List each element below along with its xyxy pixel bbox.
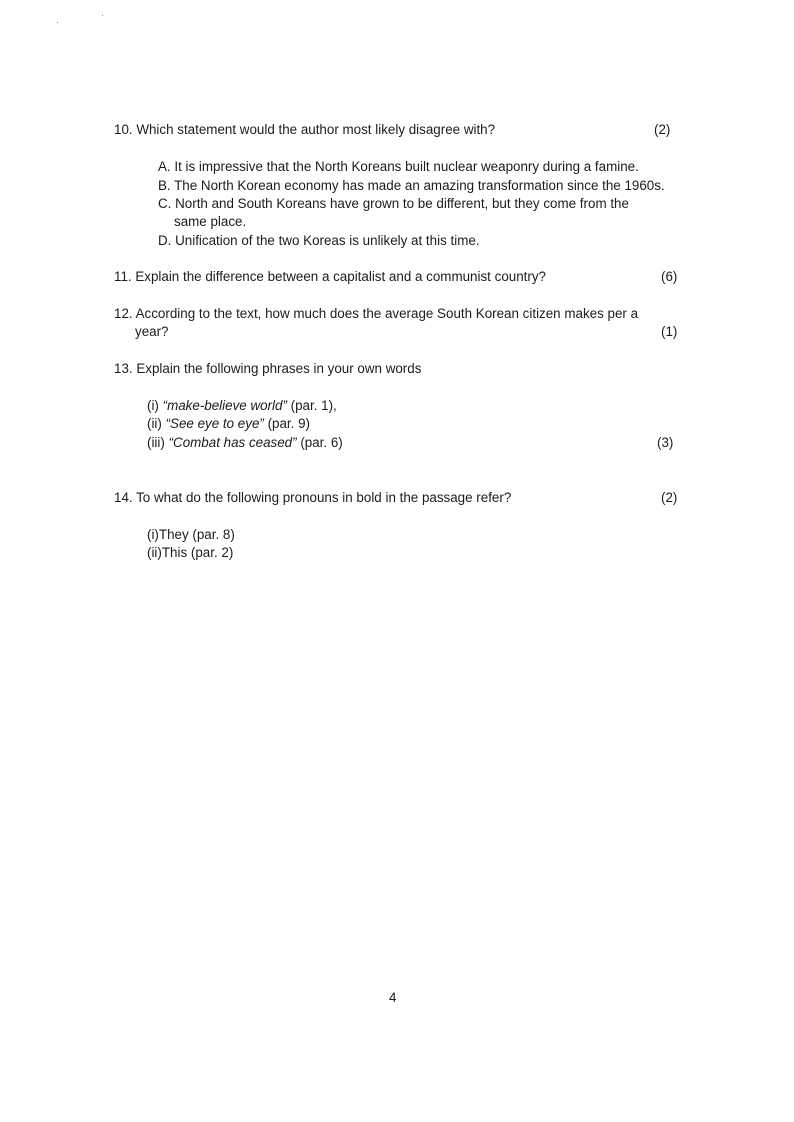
question-10-marks: (2) — [654, 122, 671, 137]
question-12-marks: (1) — [661, 324, 678, 339]
item-phrase: “See eye to eye” — [165, 416, 264, 431]
question-14-item-ii: (ii)This (par. 2) — [147, 545, 234, 560]
item-reference: (par. 6) — [296, 435, 343, 450]
item-prefix: (i) — [147, 398, 163, 413]
scan-speck — [57, 22, 58, 23]
question-12-text: 12. According to the text, how much does the average South Korean citizen makes per a — [114, 306, 639, 321]
question-13-item-iii — [147, 434, 343, 452]
question-10-option-c-continued: same place. — [174, 214, 247, 229]
question-13-item-i — [147, 397, 337, 415]
question-10-option-b: B. The North Korean economy has made an amazing transformation since the 1960s. — [158, 178, 665, 193]
question-14-text: 14. To what do the following pronouns in bold in the passage refer? — [114, 490, 512, 505]
question-10-text: 10. Which statement would the author most likely disagree with? — [114, 122, 496, 137]
question-11-text: 11. Explain the difference between a capitalist and a communist country? — [114, 269, 546, 284]
item-reference: (par. 1), — [286, 398, 337, 413]
question-10-option-c: C. North and South Koreans have grown to be different, but they come from the — [158, 196, 629, 211]
question-10-option-a: A. It is impressive that the North Koreans built nuclear weaponry during a famine. — [158, 159, 639, 174]
question-11-marks: (6) — [661, 269, 678, 284]
question-14-item-i: (i)They (par. 8) — [147, 527, 235, 542]
question-13-text: 13. Explain the following phrases in your own words — [114, 361, 422, 376]
question-10-option-d: D. Unification of the two Koreas is unlikely at this time. — [158, 233, 480, 248]
question-13-item-ii — [147, 415, 310, 433]
item-prefix: (iii) — [147, 435, 169, 450]
scan-speck — [102, 15, 103, 16]
item-prefix: (ii) — [147, 416, 166, 431]
question-14-marks: (2) — [661, 490, 678, 505]
page-number: 4 — [389, 990, 397, 1005]
item-phrase: “make-believe world” — [162, 398, 287, 413]
question-13-marks: (3) — [657, 435, 674, 450]
item-phrase: “Combat has ceased” — [168, 435, 297, 450]
question-12-text-continued: year? — [135, 324, 169, 339]
item-reference: (par. 9) — [263, 416, 311, 431]
